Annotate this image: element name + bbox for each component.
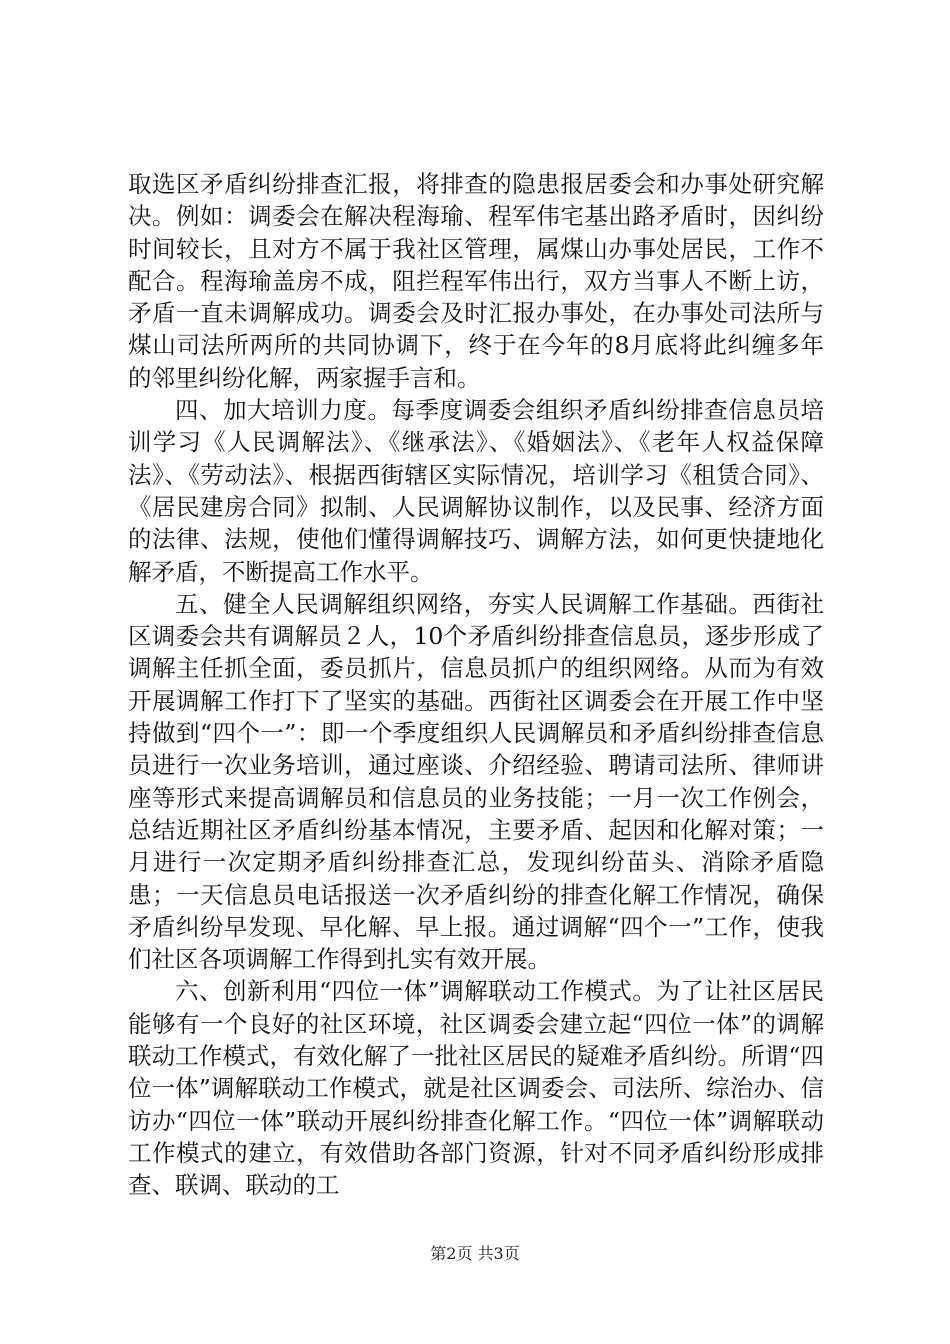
paragraph-section-4: 四、加大培训力度。每季度调委会组织矛盾纠纷排查信息员培训学习《人民调解法》、《继承法》、《婚姻法》、《老年人权益保障法》、《劳动法》、根据西街辖区实际情况，培训学习《租赁合同》、《居民建房合同》拟制、人民调解协议制作，以及民事、经济方面的法律、法规，使他们懂得调解技巧、调解方法，如何更快捷地化解矛盾，不断提高工作水平。 bbox=[128, 396, 824, 586]
paragraph-section-6: 六、创新利用“四位一体”调解联动工作模式。为了让社区居民能够有一个良好的社区环境，社区调委会建立起“四位一体”的调解联动工作模式，有效化解了一批社区居民的疑难矛盾纠纷。所谓“四位一体”调解联动工作模式，就是社区调委会、司法所、综治办、信访办“四位一体”联动开展纠纷排查化解工作。“四位一体”调解联动工作模式的建立，有效借助各部门资源，针对不同矛盾纠纷形成排查、联调、联动的工 bbox=[128, 977, 824, 1200]
page-number-footer: 第2页 共3页 bbox=[430, 1244, 520, 1263]
paragraph-section-5: 五、健全人民调解组织网络，夯实人民调解工作基础。西街社区调委会共有调解员２人，10个矛盾纠纷排查信息员，逐步形成了调解主任抓全面，委员抓片，信息员抓户的组织网络。从而为有效开展调解工作打下了坚实的基础。西街社区调委会在开展工作中坚持做到“四个一”：即一个季度组织人民调解员和矛盾纠纷排查信息员进行一次业务培训，通过座谈、介绍经验、聘请司法所、律师讲座等形式来提高调解员和信息员的业务技能；一月一次工作例会，总结近期社区矛盾纠纷基本情况，主要矛盾、起因和化解对策；一月进行一次定期矛盾纠纷排查汇总，发现纠纷苗头、消除矛盾隐患；一天信息员电话报送一次矛盾纠纷的排查化解工作情况，确保矛盾纠纷早发现、早化解、早上报。通过调解“四个一”工作，使我们社区各项调解工作得到扎实有效开展。 bbox=[128, 589, 824, 974]
paragraph-continued: 取选区矛盾纠纷排查汇报，将排查的隐患报居委会和办事处研究解决。例如：调委会在解决程海瑜、程军伟宅基出路矛盾时，因纠纷时间较长，且对方不属于我社区管理，属煤山办事处居民，工作不配合。程海瑜盖房不成，阻拦程军伟出行，双方当事人不断上访，矛盾一直未调解成功。调委会及时汇报办事处，在办事处司法所与煤山司法所两所的共同协调下，终于在今年的8月底将此纠缠多年的邻里纠纷化解，两家握手言和。 bbox=[128, 170, 824, 392]
document-body bbox=[128, 168, 824, 1202]
